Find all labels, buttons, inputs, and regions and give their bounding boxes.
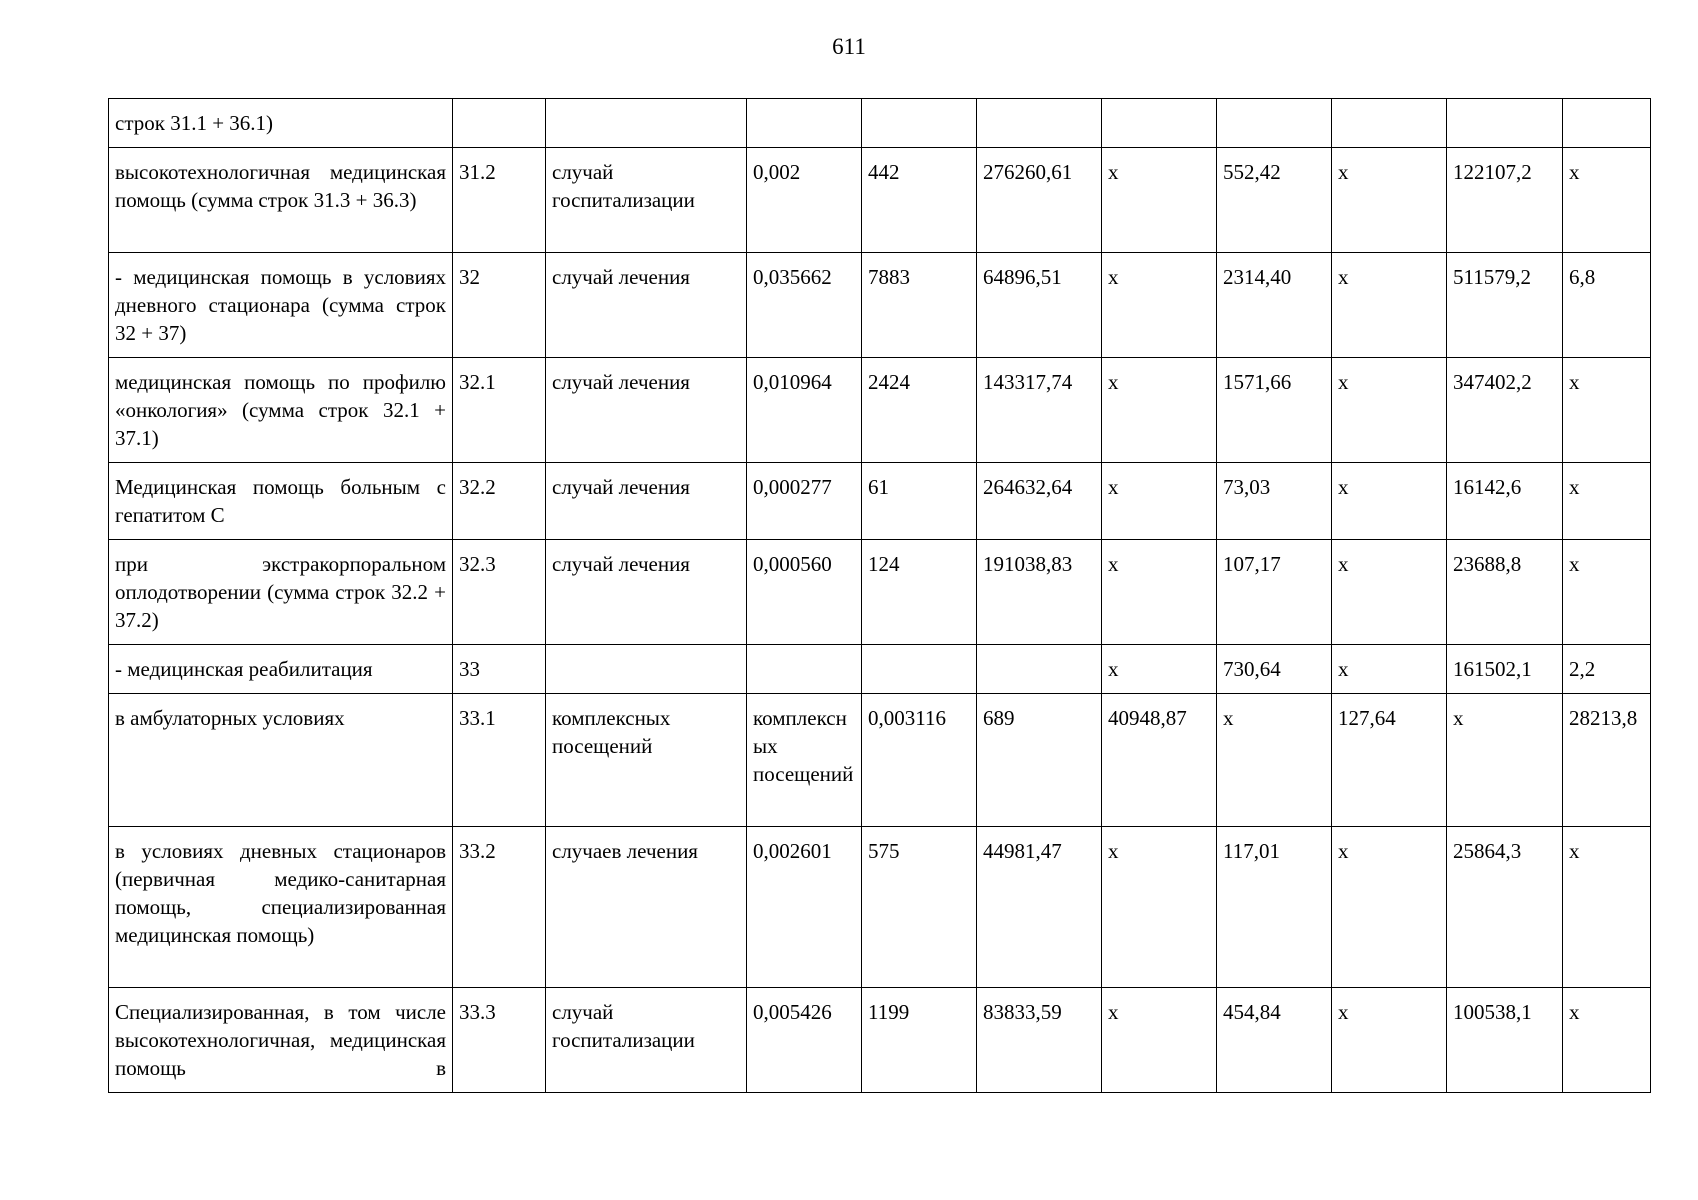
- table-cell: 0,010964: [747, 358, 862, 463]
- table-cell: 2314,40: [1217, 253, 1332, 358]
- table-row: [109, 694, 1651, 827]
- table-cell: 0,000277: [747, 463, 862, 540]
- table-cell: х: [1563, 988, 1651, 1093]
- table-cell: 44981,47: [977, 827, 1102, 988]
- page-number: 611: [832, 34, 866, 59]
- table-row: [109, 358, 1651, 463]
- table-cell: 454,84: [1217, 988, 1332, 1093]
- table-cell: 0,002601: [747, 827, 862, 988]
- table-cell: 122107,2: [1447, 148, 1563, 253]
- table-row: [109, 148, 1651, 253]
- table-cell: [1332, 99, 1447, 148]
- table-cell: 2,2: [1563, 645, 1651, 694]
- table-cell: [747, 645, 862, 694]
- table-cell: [1447, 99, 1563, 148]
- table-cell: [453, 99, 546, 148]
- table-row: [109, 988, 1651, 1093]
- table-cell: х: [1332, 827, 1447, 988]
- table-cell: случай лечения: [546, 463, 747, 540]
- table-row: [109, 827, 1651, 988]
- row-label-cell: строк 31.1 + 36.1): [109, 99, 453, 148]
- table-cell: 124: [862, 540, 977, 645]
- table-cell: случай госпитализации: [546, 148, 747, 253]
- table-cell: [546, 645, 747, 694]
- table-cell: 100538,1: [1447, 988, 1563, 1093]
- table-cell: х: [1102, 358, 1217, 463]
- row-label-cell: в амбулаторных условиях: [109, 694, 453, 827]
- table-cell: 7883: [862, 253, 977, 358]
- table-cell: х: [1217, 694, 1332, 827]
- table-cell: х: [1447, 694, 1563, 827]
- data-table: [108, 98, 1651, 1093]
- table-cell: 689: [977, 694, 1102, 827]
- table-cell: х: [1332, 148, 1447, 253]
- table-cell: [977, 645, 1102, 694]
- table-cell: 32.1: [453, 358, 546, 463]
- table-cell: 127,64: [1332, 694, 1447, 827]
- table-row: [109, 253, 1651, 358]
- table-cell: 33.3: [453, 988, 546, 1093]
- table-cell: 1199: [862, 988, 977, 1093]
- table-cell: х: [1332, 253, 1447, 358]
- table-cell: случай госпитализации: [546, 988, 747, 1093]
- table-cell: 0,000560: [747, 540, 862, 645]
- table-cell: [862, 645, 977, 694]
- table-cell: х: [1563, 540, 1651, 645]
- table-cell: 32.2: [453, 463, 546, 540]
- table-cell: [747, 99, 862, 148]
- table-cell: х: [1332, 463, 1447, 540]
- row-label-cell: Специализированная, в том числе высокотехнологичная, медицинская помощь в: [109, 988, 453, 1093]
- table-cell: [862, 99, 977, 148]
- table-cell: 117,01: [1217, 827, 1332, 988]
- table-cell: 161502,1: [1447, 645, 1563, 694]
- table-cell: х: [1563, 358, 1651, 463]
- row-label-cell: при экстракорпоральном оплодотворении (сумма строк 32.2 + 37.2): [109, 540, 453, 645]
- table-cell: 0,035662: [747, 253, 862, 358]
- table-cell: 2424: [862, 358, 977, 463]
- table-cell: 25864,3: [1447, 827, 1563, 988]
- table-cell: 83833,59: [977, 988, 1102, 1093]
- table-cell: 33.1: [453, 694, 546, 827]
- table-cell: 0,002: [747, 148, 862, 253]
- table-cell: х: [1563, 148, 1651, 253]
- row-label-cell: Медицинская помощь больным с гепатитом С: [109, 463, 453, 540]
- table-cell: 61: [862, 463, 977, 540]
- table-cell: 33: [453, 645, 546, 694]
- table-cell: [1217, 99, 1332, 148]
- table-cell: 107,17: [1217, 540, 1332, 645]
- table-cell: 143317,74: [977, 358, 1102, 463]
- table-cell: 16142,6: [1447, 463, 1563, 540]
- table-cell: [546, 99, 747, 148]
- table-cell: 347402,2: [1447, 358, 1563, 463]
- table-cell: 28213,8: [1563, 694, 1651, 827]
- table-cell: 6,8: [1563, 253, 1651, 358]
- table-cell: комплексных посещений: [546, 694, 747, 827]
- table-cell: [1102, 99, 1217, 148]
- table-cell: 32.3: [453, 540, 546, 645]
- table-cell: х: [1332, 988, 1447, 1093]
- table-cell: 191038,83: [977, 540, 1102, 645]
- table-cell: 552,42: [1217, 148, 1332, 253]
- table-cell: х: [1102, 827, 1217, 988]
- table-cell: х: [1563, 827, 1651, 988]
- table-cell: 64896,51: [977, 253, 1102, 358]
- table-cell: 32: [453, 253, 546, 358]
- table-cell: х: [1102, 253, 1217, 358]
- table-body: [109, 99, 1651, 1093]
- table-cell: случай лечения: [546, 358, 747, 463]
- table-row: [109, 540, 1651, 645]
- table-cell: 276260,61: [977, 148, 1102, 253]
- table-cell: х: [1102, 463, 1217, 540]
- table-cell: 40948,87: [1102, 694, 1217, 827]
- row-label-cell: в условиях дневных стационаров (первичная медико-санитарная помощь, специализированная медицинская помощь): [109, 827, 453, 988]
- table-cell: 730,64: [1217, 645, 1332, 694]
- table-cell: х: [1332, 540, 1447, 645]
- table-row: [109, 99, 1651, 148]
- table-cell: х: [1332, 358, 1447, 463]
- table-cell: [1563, 99, 1651, 148]
- table-row: [109, 463, 1651, 540]
- table-cell: 0,005426: [747, 988, 862, 1093]
- table-cell: 1571,66: [1217, 358, 1332, 463]
- table-row: [109, 645, 1651, 694]
- row-label-cell: - медицинская помощь в условиях дневного стационара (сумма строк 32 + 37): [109, 253, 453, 358]
- table-cell: х: [1102, 540, 1217, 645]
- table-cell: х: [1102, 148, 1217, 253]
- table-cell: 73,03: [1217, 463, 1332, 540]
- table-cell: 511579,2: [1447, 253, 1563, 358]
- table-cell: х: [1102, 988, 1217, 1093]
- table-cell: случай лечения: [546, 253, 747, 358]
- table-cell: х: [1102, 645, 1217, 694]
- row-label-cell: высокотехнологичная медицинская помощь (сумма строк 31.3 + 36.3): [109, 148, 453, 253]
- table-cell: х: [1332, 645, 1447, 694]
- table-cell: 31.2: [453, 148, 546, 253]
- table-cell: 23688,8: [1447, 540, 1563, 645]
- table-cell: 575: [862, 827, 977, 988]
- table-cell: [977, 99, 1102, 148]
- table-cell: 0,003116: [862, 694, 977, 827]
- table-cell: случай лечения: [546, 540, 747, 645]
- table-cell: 33.2: [453, 827, 546, 988]
- row-label-cell: медицинская помощь по профилю «онкология» (сумма строк 32.1 + 37.1): [109, 358, 453, 463]
- row-label-cell: - медицинская реабилитация: [109, 645, 453, 694]
- table-cell: х: [1563, 463, 1651, 540]
- table-cell: комплексных посещений: [747, 694, 862, 827]
- table-cell: 442: [862, 148, 977, 253]
- table-cell: 264632,64: [977, 463, 1102, 540]
- table-cell: случаев лечения: [546, 827, 747, 988]
